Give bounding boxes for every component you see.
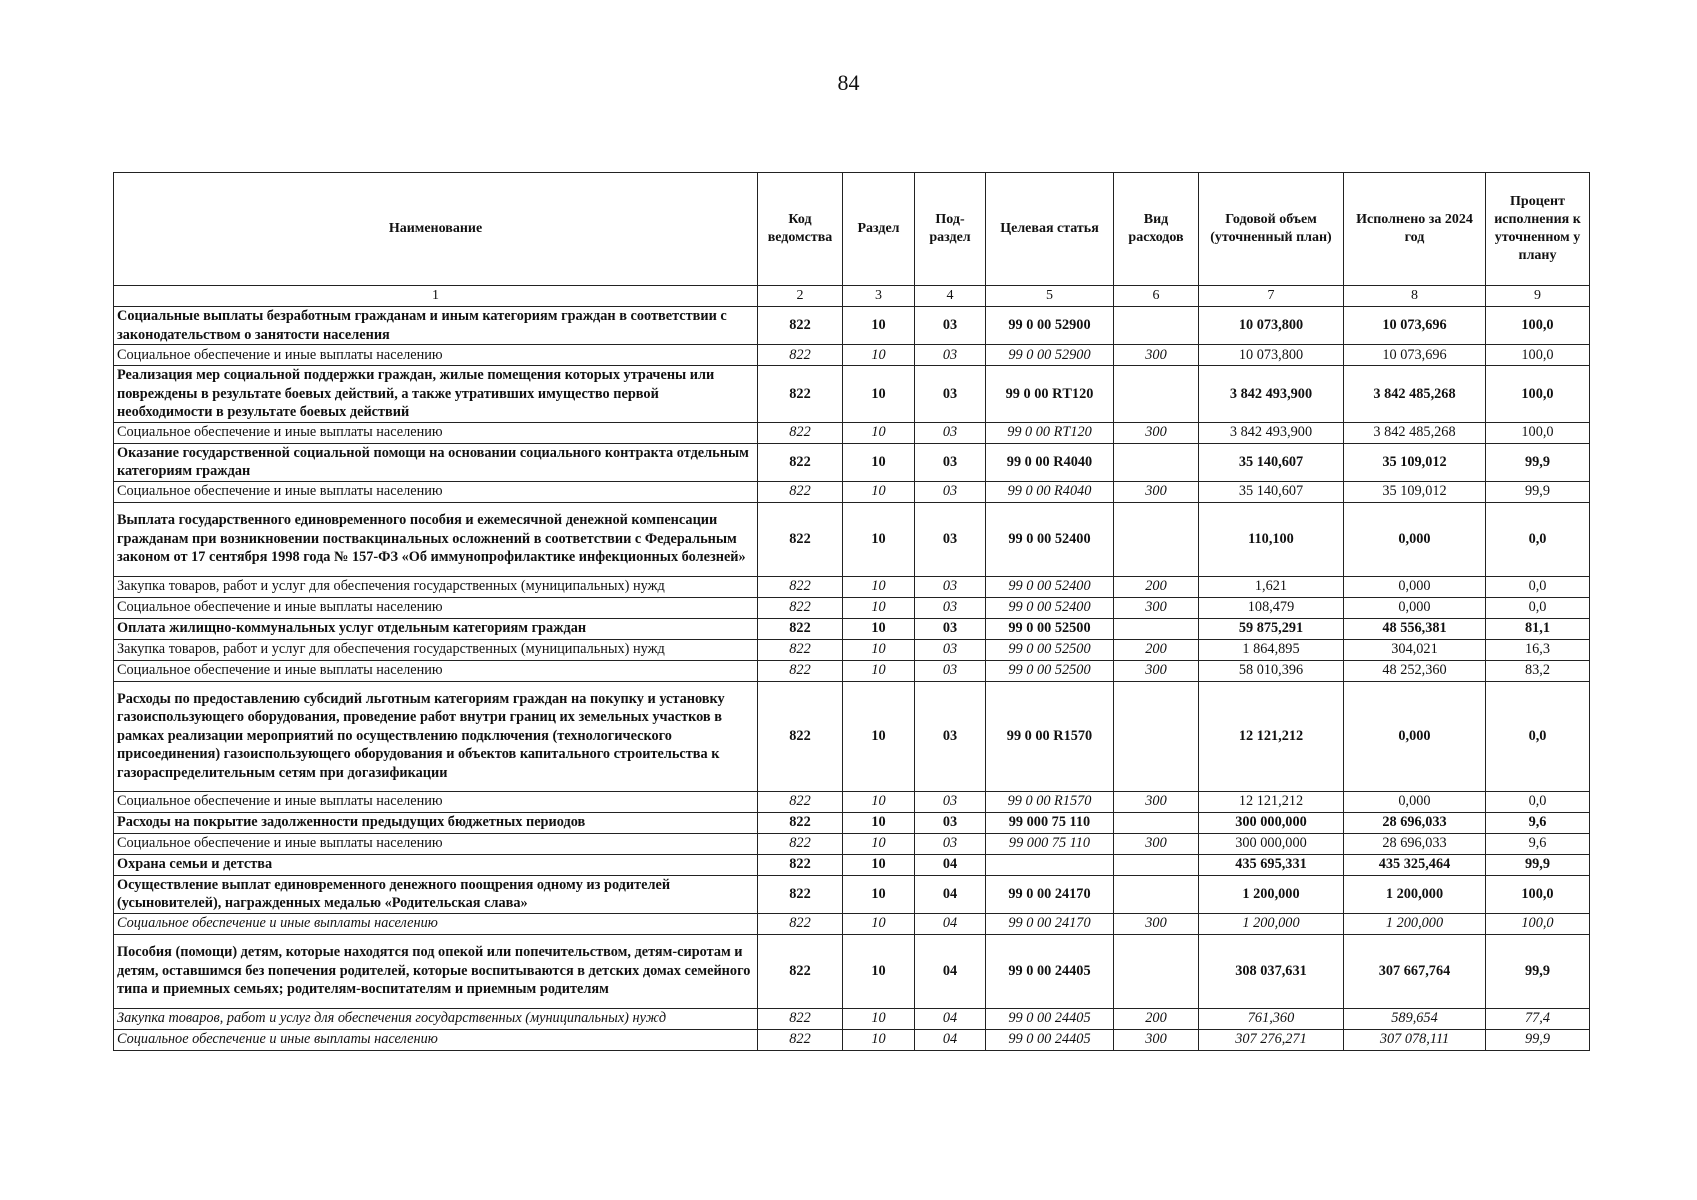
col-header-dept: Код ведомства bbox=[758, 173, 843, 286]
row-percent: 77,4 bbox=[1486, 1008, 1590, 1029]
row-section: 10 bbox=[843, 502, 915, 576]
row-annual-plan: 300 000,000 bbox=[1199, 833, 1344, 854]
row-dept-code: 822 bbox=[758, 812, 843, 833]
row-name: Закупка товаров, работ и услуг для обеспечения государственных (муниципальных) нужд bbox=[114, 1008, 758, 1029]
table-row bbox=[114, 443, 1590, 481]
col-header-name: Наименование bbox=[114, 173, 758, 286]
row-percent: 0,0 bbox=[1486, 791, 1590, 812]
row-subsection: 03 bbox=[915, 307, 986, 345]
row-percent: 0,0 bbox=[1486, 681, 1590, 791]
row-subsection: 04 bbox=[915, 934, 986, 1008]
row-annual-plan: 59 875,291 bbox=[1199, 618, 1344, 639]
row-dept-code: 822 bbox=[758, 1029, 843, 1050]
row-target-article: 99 0 00 24170 bbox=[986, 875, 1114, 913]
row-percent: 100,0 bbox=[1486, 366, 1590, 423]
row-subsection: 04 bbox=[915, 875, 986, 913]
row-target-article: 99 0 00 24405 bbox=[986, 1029, 1114, 1050]
row-dept-code: 822 bbox=[758, 481, 843, 502]
row-annual-plan: 12 121,212 bbox=[1199, 791, 1344, 812]
table-row bbox=[114, 833, 1590, 854]
row-executed: 3 842 485,268 bbox=[1344, 366, 1486, 423]
row-name: Выплата государственного единовременного пособия и ежемесячной денежной компенсации гражданам при возникновении поствакцинальных осложнений в соответствии с Федеральным законом от 17 сентября 1998 года № 157-ФЗ «Об иммунопрофилактике инфекционных болезней» bbox=[114, 502, 758, 576]
row-section: 10 bbox=[843, 854, 915, 875]
row-name: Расходы на покрытие задолженности предыдущих бюджетных периодов bbox=[114, 812, 758, 833]
row-expense-type: 300 bbox=[1114, 481, 1199, 502]
table-row bbox=[114, 681, 1590, 791]
row-subsection: 03 bbox=[915, 502, 986, 576]
row-name: Социальное обеспечение и иные выплаты населению bbox=[114, 1029, 758, 1050]
row-percent: 99,9 bbox=[1486, 854, 1590, 875]
row-subsection: 03 bbox=[915, 791, 986, 812]
table-row bbox=[114, 854, 1590, 875]
row-dept-code: 822 bbox=[758, 502, 843, 576]
col-header-percent: Процент исполнения к уточненном у плану bbox=[1486, 173, 1590, 286]
row-annual-plan: 308 037,631 bbox=[1199, 934, 1344, 1008]
row-section: 10 bbox=[843, 833, 915, 854]
row-target-article: 99 0 00 24405 bbox=[986, 1008, 1114, 1029]
row-dept-code: 822 bbox=[758, 934, 843, 1008]
table-row bbox=[114, 366, 1590, 423]
row-subsection: 03 bbox=[915, 681, 986, 791]
row-expense-type: 200 bbox=[1114, 639, 1199, 660]
row-percent: 83,2 bbox=[1486, 660, 1590, 681]
row-percent: 100,0 bbox=[1486, 307, 1590, 345]
row-section: 10 bbox=[843, 1029, 915, 1050]
row-target-article: 99 0 00 52400 bbox=[986, 597, 1114, 618]
row-section: 10 bbox=[843, 681, 915, 791]
row-target-article: 99 0 00 R1570 bbox=[986, 681, 1114, 791]
header-row bbox=[114, 173, 1590, 286]
row-section: 10 bbox=[843, 875, 915, 913]
row-executed: 48 556,381 bbox=[1344, 618, 1486, 639]
row-name: Социальное обеспечение и иные выплаты населению bbox=[114, 833, 758, 854]
row-subsection: 04 bbox=[915, 854, 986, 875]
row-target-article: 99 0 00 R4040 bbox=[986, 481, 1114, 502]
row-target-article: 99 0 00 RТ120 bbox=[986, 366, 1114, 423]
row-executed: 0,000 bbox=[1344, 502, 1486, 576]
row-percent: 0,0 bbox=[1486, 576, 1590, 597]
column-number: 7 bbox=[1199, 286, 1344, 307]
column-number: 5 bbox=[986, 286, 1114, 307]
table-row bbox=[114, 481, 1590, 502]
row-target-article: 99 0 00 24170 bbox=[986, 913, 1114, 934]
row-target-article: 99 000 75 110 bbox=[986, 812, 1114, 833]
row-target-article: 99 0 00 52900 bbox=[986, 307, 1114, 345]
row-dept-code: 822 bbox=[758, 618, 843, 639]
row-annual-plan: 35 140,607 bbox=[1199, 443, 1344, 481]
row-dept-code: 822 bbox=[758, 443, 843, 481]
col-header-done: Исполнено за 2024 год bbox=[1344, 173, 1486, 286]
row-expense-type: 300 bbox=[1114, 833, 1199, 854]
row-target-article: 99 0 00 24405 bbox=[986, 934, 1114, 1008]
row-dept-code: 822 bbox=[758, 875, 843, 913]
row-target-article: 99 0 00 52500 bbox=[986, 618, 1114, 639]
row-annual-plan: 3 842 493,900 bbox=[1199, 366, 1344, 423]
row-subsection: 03 bbox=[915, 812, 986, 833]
row-expense-type bbox=[1114, 681, 1199, 791]
row-dept-code: 822 bbox=[758, 1008, 843, 1029]
row-section: 10 bbox=[843, 660, 915, 681]
row-executed: 0,000 bbox=[1344, 597, 1486, 618]
row-subsection: 03 bbox=[915, 833, 986, 854]
row-executed: 0,000 bbox=[1344, 681, 1486, 791]
col-header-subsection: Под-раздел bbox=[915, 173, 986, 286]
row-executed: 1 200,000 bbox=[1344, 913, 1486, 934]
row-dept-code: 822 bbox=[758, 791, 843, 812]
row-annual-plan: 435 695,331 bbox=[1199, 854, 1344, 875]
row-dept-code: 822 bbox=[758, 660, 843, 681]
row-expense-type: 300 bbox=[1114, 597, 1199, 618]
row-executed: 48 252,360 bbox=[1344, 660, 1486, 681]
row-percent: 81,1 bbox=[1486, 618, 1590, 639]
row-annual-plan: 108,479 bbox=[1199, 597, 1344, 618]
row-section: 10 bbox=[843, 618, 915, 639]
row-name: Расходы по предоставлению субсидий льготным категориям граждан на покупку и установку газоиспользующего оборудования, проведение работ внутри границ их земельных участков в рамках реализации мероприятий по осуществлению подключения (технологического присоединения) газоиспользующего оборудования и объектов капитального строительства к газораспределительным сетям при догазификации bbox=[114, 681, 758, 791]
row-dept-code: 822 bbox=[758, 597, 843, 618]
row-subsection: 03 bbox=[915, 618, 986, 639]
row-name: Осуществление выплат единовременного денежного поощрения одному из родителей (усыновителей), награжденных медалью «Родительская слава» bbox=[114, 875, 758, 913]
table-row bbox=[114, 1008, 1590, 1029]
row-executed: 304,021 bbox=[1344, 639, 1486, 660]
row-expense-type bbox=[1114, 366, 1199, 423]
row-section: 10 bbox=[843, 366, 915, 423]
row-executed: 307 667,764 bbox=[1344, 934, 1486, 1008]
page-number: 84 bbox=[837, 70, 860, 95]
row-percent: 100,0 bbox=[1486, 345, 1590, 366]
row-subsection: 03 bbox=[915, 345, 986, 366]
row-expense-type: 200 bbox=[1114, 1008, 1199, 1029]
table-row bbox=[114, 422, 1590, 443]
row-section: 10 bbox=[843, 345, 915, 366]
row-subsection: 03 bbox=[915, 660, 986, 681]
row-target-article: 99 0 00 R4040 bbox=[986, 443, 1114, 481]
row-name: Оказание государственной социальной помощи на основании социального контракта отдельным категориям граждан bbox=[114, 443, 758, 481]
row-subsection: 03 bbox=[915, 366, 986, 423]
row-dept-code: 822 bbox=[758, 576, 843, 597]
row-expense-type: 300 bbox=[1114, 913, 1199, 934]
row-dept-code: 822 bbox=[758, 913, 843, 934]
row-executed: 28 696,033 bbox=[1344, 833, 1486, 854]
row-section: 10 bbox=[843, 597, 915, 618]
table-row bbox=[114, 812, 1590, 833]
row-name: Охрана семьи и детства bbox=[114, 854, 758, 875]
row-expense-type bbox=[1114, 307, 1199, 345]
row-target-article: 99 0 00 52400 bbox=[986, 502, 1114, 576]
row-annual-plan: 3 842 493,900 bbox=[1199, 422, 1344, 443]
row-executed: 0,000 bbox=[1344, 576, 1486, 597]
row-executed: 35 109,012 bbox=[1344, 443, 1486, 481]
row-section: 10 bbox=[843, 1008, 915, 1029]
row-section: 10 bbox=[843, 791, 915, 812]
row-expense-type: 300 bbox=[1114, 791, 1199, 812]
table-row bbox=[114, 576, 1590, 597]
row-executed: 307 078,111 bbox=[1344, 1029, 1486, 1050]
row-executed: 10 073,696 bbox=[1344, 307, 1486, 345]
row-annual-plan: 1 200,000 bbox=[1199, 875, 1344, 913]
row-section: 10 bbox=[843, 639, 915, 660]
row-percent: 9,6 bbox=[1486, 812, 1590, 833]
row-executed: 10 073,696 bbox=[1344, 345, 1486, 366]
row-target-article: 99 0 00 52500 bbox=[986, 660, 1114, 681]
row-subsection: 03 bbox=[915, 597, 986, 618]
table-row bbox=[114, 791, 1590, 812]
row-expense-type: 300 bbox=[1114, 660, 1199, 681]
row-percent: 100,0 bbox=[1486, 422, 1590, 443]
row-subsection: 03 bbox=[915, 481, 986, 502]
table-row bbox=[114, 660, 1590, 681]
row-percent: 99,9 bbox=[1486, 481, 1590, 502]
row-target-article: 99 0 00 52900 bbox=[986, 345, 1114, 366]
col-header-expense: Вид расходов bbox=[1114, 173, 1199, 286]
row-expense-type bbox=[1114, 934, 1199, 1008]
row-expense-type bbox=[1114, 854, 1199, 875]
table-row bbox=[114, 345, 1590, 366]
table-row bbox=[114, 913, 1590, 934]
row-dept-code: 822 bbox=[758, 639, 843, 660]
column-number: 3 bbox=[843, 286, 915, 307]
table-row bbox=[114, 934, 1590, 1008]
row-executed: 589,654 bbox=[1344, 1008, 1486, 1029]
row-percent: 99,9 bbox=[1486, 443, 1590, 481]
row-section: 10 bbox=[843, 481, 915, 502]
row-percent: 0,0 bbox=[1486, 502, 1590, 576]
row-section: 10 bbox=[843, 934, 915, 1008]
row-expense-type bbox=[1114, 812, 1199, 833]
row-section: 10 bbox=[843, 307, 915, 345]
row-name: Реализация мер социальной поддержки граждан, жилые помещения которых утрачены или повреждены в результате боевых действий, а также утративших имущество первой необходимости в результате боевых действий bbox=[114, 366, 758, 423]
col-header-plan: Годовой объем (уточненный план) bbox=[1199, 173, 1344, 286]
row-expense-type: 200 bbox=[1114, 576, 1199, 597]
row-target-article: 99 0 00 52400 bbox=[986, 576, 1114, 597]
budget-execution-table bbox=[113, 172, 1590, 1051]
row-expense-type bbox=[1114, 443, 1199, 481]
column-number: 4 bbox=[915, 286, 986, 307]
row-dept-code: 822 bbox=[758, 681, 843, 791]
row-dept-code: 822 bbox=[758, 366, 843, 423]
row-executed: 3 842 485,268 bbox=[1344, 422, 1486, 443]
row-expense-type: 300 bbox=[1114, 345, 1199, 366]
column-number: 8 bbox=[1344, 286, 1486, 307]
row-name: Социальное обеспечение и иные выплаты населению bbox=[114, 345, 758, 366]
row-target-article bbox=[986, 854, 1114, 875]
table-row bbox=[114, 502, 1590, 576]
column-number-row bbox=[114, 286, 1590, 307]
row-annual-plan: 1,621 bbox=[1199, 576, 1344, 597]
row-target-article: 99 0 00 RТ120 bbox=[986, 422, 1114, 443]
row-percent: 0,0 bbox=[1486, 597, 1590, 618]
row-annual-plan: 35 140,607 bbox=[1199, 481, 1344, 502]
row-section: 10 bbox=[843, 443, 915, 481]
row-name: Социальное обеспечение и иные выплаты населению bbox=[114, 791, 758, 812]
row-subsection: 03 bbox=[915, 576, 986, 597]
row-name: Закупка товаров, работ и услуг для обеспечения государственных (муниципальных) нужд bbox=[114, 576, 758, 597]
row-annual-plan: 1 864,895 bbox=[1199, 639, 1344, 660]
table-row bbox=[114, 875, 1590, 913]
row-annual-plan: 10 073,800 bbox=[1199, 307, 1344, 345]
row-executed: 1 200,000 bbox=[1344, 875, 1486, 913]
row-expense-type bbox=[1114, 618, 1199, 639]
row-subsection: 03 bbox=[915, 443, 986, 481]
column-number: 2 bbox=[758, 286, 843, 307]
row-expense-type: 300 bbox=[1114, 1029, 1199, 1050]
row-name: Социальное обеспечение и иные выплаты населению bbox=[114, 913, 758, 934]
row-name: Социальное обеспечение и иные выплаты населению bbox=[114, 660, 758, 681]
row-subsection: 03 bbox=[915, 639, 986, 660]
row-expense-type bbox=[1114, 875, 1199, 913]
table-row bbox=[114, 639, 1590, 660]
row-dept-code: 822 bbox=[758, 422, 843, 443]
row-name: Социальное обеспечение и иные выплаты населению bbox=[114, 481, 758, 502]
row-name: Социальное обеспечение и иные выплаты населению bbox=[114, 597, 758, 618]
column-number: 1 bbox=[114, 286, 758, 307]
row-annual-plan: 110,100 bbox=[1199, 502, 1344, 576]
table-row bbox=[114, 1029, 1590, 1050]
row-section: 10 bbox=[843, 576, 915, 597]
row-percent: 100,0 bbox=[1486, 875, 1590, 913]
row-annual-plan: 58 010,396 bbox=[1199, 660, 1344, 681]
row-dept-code: 822 bbox=[758, 307, 843, 345]
row-annual-plan: 300 000,000 bbox=[1199, 812, 1344, 833]
row-percent: 99,9 bbox=[1486, 1029, 1590, 1050]
row-annual-plan: 761,360 bbox=[1199, 1008, 1344, 1029]
row-expense-type bbox=[1114, 502, 1199, 576]
row-section: 10 bbox=[843, 422, 915, 443]
column-number: 6 bbox=[1114, 286, 1199, 307]
table-row bbox=[114, 597, 1590, 618]
row-section: 10 bbox=[843, 812, 915, 833]
row-executed: 35 109,012 bbox=[1344, 481, 1486, 502]
row-annual-plan: 10 073,800 bbox=[1199, 345, 1344, 366]
row-executed: 435 325,464 bbox=[1344, 854, 1486, 875]
row-percent: 99,9 bbox=[1486, 934, 1590, 1008]
row-subsection: 04 bbox=[915, 1029, 986, 1050]
row-name: Закупка товаров, работ и услуг для обеспечения государственных (муниципальных) нужд bbox=[114, 639, 758, 660]
col-header-section: Раздел bbox=[843, 173, 915, 286]
row-percent: 100,0 bbox=[1486, 913, 1590, 934]
row-annual-plan: 1 200,000 bbox=[1199, 913, 1344, 934]
row-executed: 28 696,033 bbox=[1344, 812, 1486, 833]
row-dept-code: 822 bbox=[758, 854, 843, 875]
row-executed: 0,000 bbox=[1344, 791, 1486, 812]
row-annual-plan: 307 276,271 bbox=[1199, 1029, 1344, 1050]
row-target-article: 99 0 00 R1570 bbox=[986, 791, 1114, 812]
row-target-article: 99 0 00 52500 bbox=[986, 639, 1114, 660]
row-name: Оплата жилищно-коммунальных услуг отдельным категориям граждан bbox=[114, 618, 758, 639]
row-subsection: 04 bbox=[915, 1008, 986, 1029]
row-percent: 16,3 bbox=[1486, 639, 1590, 660]
row-subsection: 04 bbox=[915, 913, 986, 934]
row-annual-plan: 12 121,212 bbox=[1199, 681, 1344, 791]
row-subsection: 03 bbox=[915, 422, 986, 443]
row-percent: 9,6 bbox=[1486, 833, 1590, 854]
col-header-target: Целевая статья bbox=[986, 173, 1114, 286]
table-row bbox=[114, 618, 1590, 639]
row-name: Пособия (помощи) детям, которые находятся под опекой или попечительством, детям-сиротам и детям, оставшимся без попечения родителей, которые воспитываются в детских домах семейного типа и приемных семьях; родителям-воспитателям и приемным родителям bbox=[114, 934, 758, 1008]
row-section: 10 bbox=[843, 913, 915, 934]
row-name: Социальное обеспечение и иные выплаты населению bbox=[114, 422, 758, 443]
row-target-article: 99 000 75 110 bbox=[986, 833, 1114, 854]
row-expense-type: 300 bbox=[1114, 422, 1199, 443]
row-name: Социальные выплаты безработным гражданам и иным категориям граждан в соответствии с законодательством о занятости населения bbox=[114, 307, 758, 345]
table-row bbox=[114, 307, 1590, 345]
row-dept-code: 822 bbox=[758, 833, 843, 854]
column-number: 9 bbox=[1486, 286, 1590, 307]
row-dept-code: 822 bbox=[758, 345, 843, 366]
